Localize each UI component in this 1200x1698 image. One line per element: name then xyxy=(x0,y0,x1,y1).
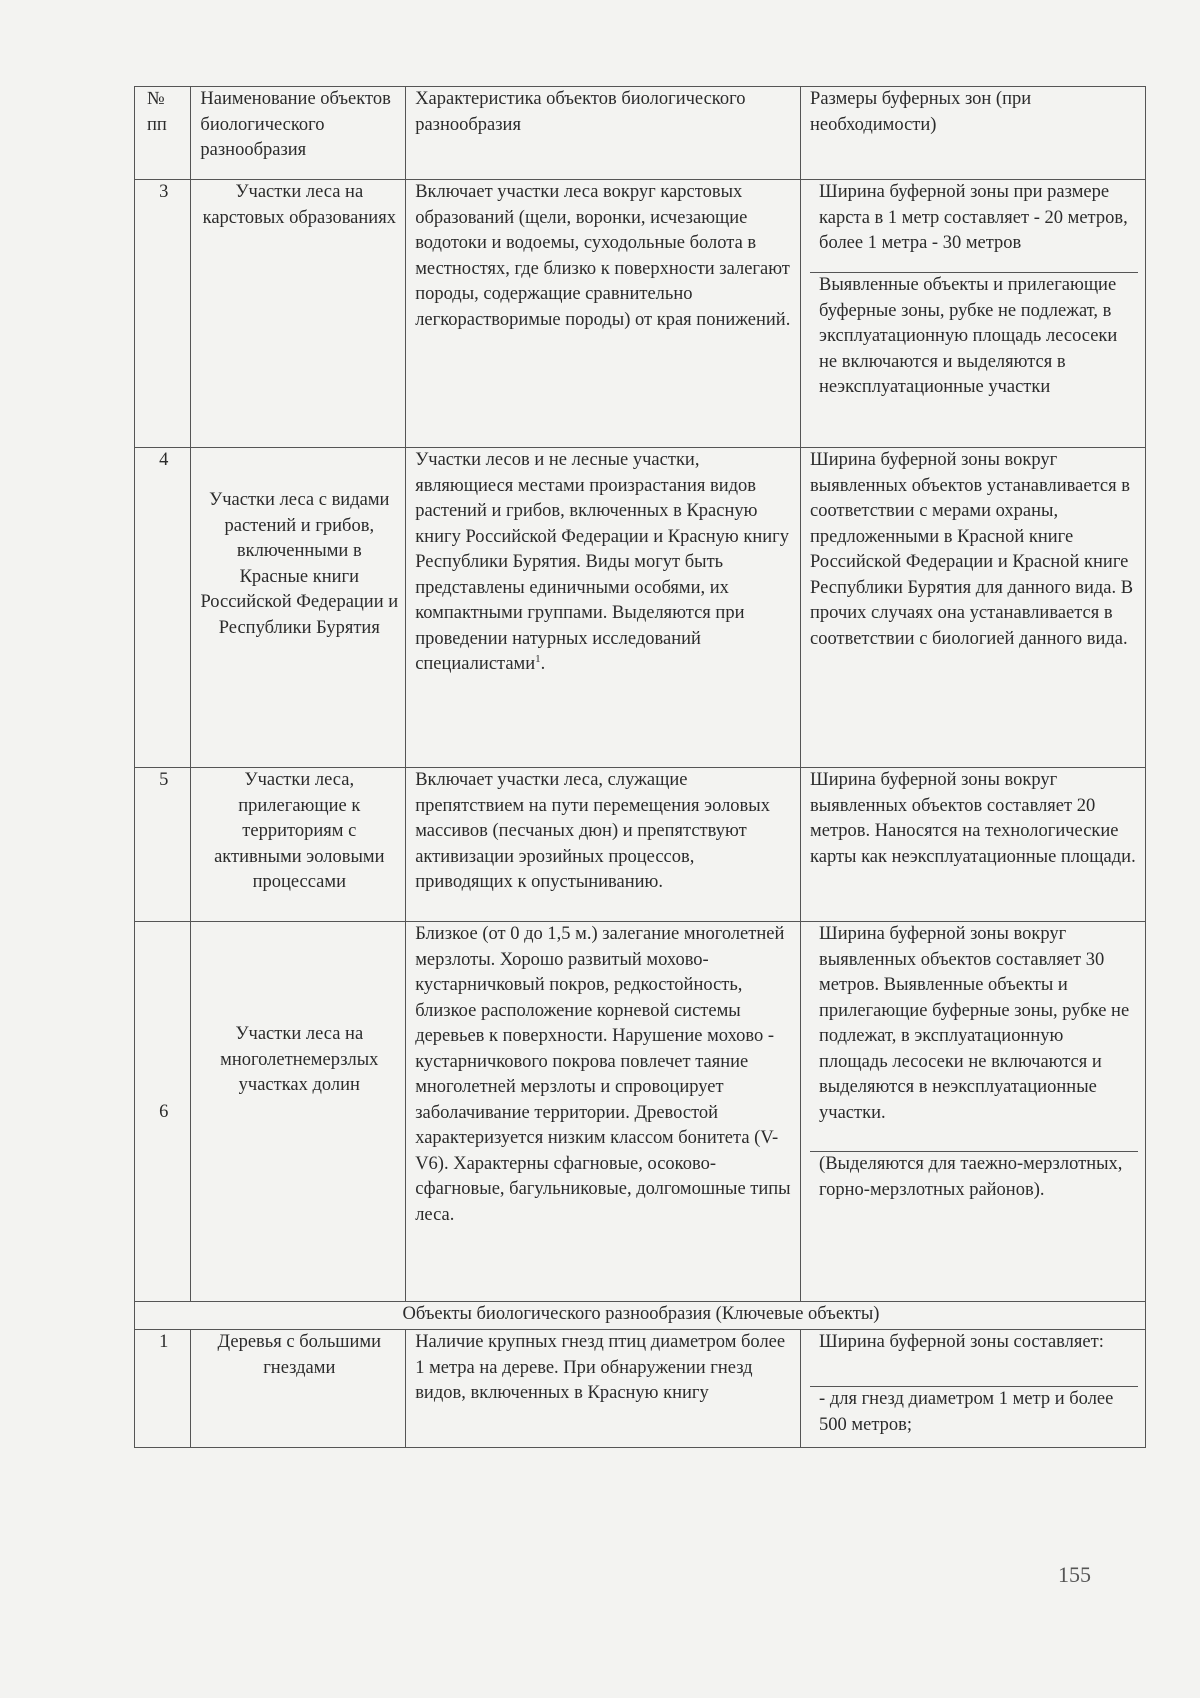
table-row xyxy=(135,448,1146,768)
row-buffer-size: Ширина буферной зоны вокруг выявленных объектов составляет 20 метров. Наносятся на технологические карты как неэксплуатационные площади. xyxy=(801,768,1146,922)
row-characteristic: Наличие крупных гнезд птиц диаметром более 1 метра на дереве. При обнаружении гнезд видов, включенных в Красную книгу xyxy=(406,1330,801,1448)
page-number: 155 xyxy=(1058,1562,1091,1587)
buffer-size-text: Выявленные объекты и прилегающие буферные зоны, рубке не подлежат, в эксплуатационную площадь лесосеки не включаются и выделяются в неэксплуатационные участки xyxy=(810,272,1138,401)
footnote-mark: 1 xyxy=(535,652,541,665)
row-buffer-size xyxy=(801,922,1146,1302)
row-characteristic: Близкое (от 0 до 1,5 м.) залегание многолетней мерзлоты. Хорошо развитый мохово-кустарничковый покров, редкостойность, близкое расположение корневой системы деревьев к поверхности. Нарушение мохово - кустарничкового покрова повлечет таяние многолетней мерзлоты и спровоцирует заболачивание территории. Древостой характеризуется низким классом бонитета (V-V6). Характерны сфагновые, осоково-сфагновые, багульниковые, долгомошные типы леса. xyxy=(406,922,801,1302)
row-number: 3 xyxy=(135,180,191,448)
buffer-size-text: (Выделяются для таежно-мерзлотных, горно-мерзлотных районов). xyxy=(810,1151,1138,1203)
row-number: 6 xyxy=(135,922,191,1302)
table-row xyxy=(135,768,1146,922)
row-buffer-size xyxy=(801,1330,1146,1448)
table-row xyxy=(135,1330,1146,1448)
header-number: № пп xyxy=(135,87,191,180)
row-characteristic: Включает участки леса, служащие препятствием на пути перемещения эоловых массивов (песчаных дюн) и препятствуют активизации эрозийных процессов, приводящих к опустыниванию. xyxy=(406,768,801,922)
buffer-size-text: Ширина буферной зоны вокруг выявленных объектов составляет 30 метров. Выявленные объекты и прилегающие буферные зоны, рубке не подлежат, в эксплуатационную площадь лесосеки не включаются и выделяются в неэксплуатационные участки. xyxy=(819,924,1130,1123)
row-number: 1 xyxy=(135,1330,191,1448)
row-characteristic: Включает участки леса вокруг карстовых образований (щели, воронки, исчезающие водотоки и водоемы, суходольные болота в местностях, где близко к поверхности залегают породы, содержащие сравнительно легкорастворимые породы) от края понижений. xyxy=(406,180,801,448)
row-object-name: Участки леса на карстовых образованиях xyxy=(191,180,406,448)
row-object-name: Участки леса, прилегающие к территориям с активными эоловыми процессами xyxy=(191,768,406,922)
table-header-row xyxy=(135,87,1146,180)
row-object-name: Деревья с большими гнездами xyxy=(191,1330,406,1448)
row-number: 4 xyxy=(135,448,191,768)
header-name: Наименование объектов биологического разнообразия xyxy=(191,87,406,180)
header-buffer-size: Размеры буферных зон (при необходимости) xyxy=(801,87,1146,180)
characteristic-end: . xyxy=(540,654,546,674)
buffer-size-text: Ширина буферной зоны составляет: xyxy=(819,1332,1104,1352)
buffer-size-text: - для гнезд диаметром 1 метр и более 500 метров; xyxy=(810,1386,1138,1438)
row-buffer-size xyxy=(801,180,1146,448)
section-header-row xyxy=(135,1302,1146,1330)
buffer-size-text: Ширина буферной зоны при размере карста в 1 метр составляет - 20 метров, более 1 метра - 30 метров xyxy=(819,182,1128,253)
row-number: 5 xyxy=(135,768,191,922)
section-title: Объекты биологического разнообразия (Ключевые объекты) xyxy=(135,1302,1146,1330)
table-row xyxy=(135,180,1146,448)
characteristic-text: Участки лесов и не лесные участки, являющиеся местами произрастания видов растений и грибов, включенных в Красную книгу Российской Федерации и Красную книгу Республики Бурятия. Виды могут быть представлены единичными особями, их компактными группами. Выделяются при проведении натурных исследований специалистами xyxy=(415,450,789,674)
header-characteristic: Характеристика объектов биологического разнообразия xyxy=(406,87,801,180)
row-object-name: Участки леса с видами растений и грибов, включенными в Красные книги Российской Федерации и Республики Бурятия xyxy=(191,448,406,768)
row-characteristic xyxy=(406,448,801,768)
row-object-name: Участки леса на многолетнемерзлых участках долин xyxy=(191,922,406,1302)
table-row xyxy=(135,922,1146,1302)
row-buffer-size: Ширина буферной зоны вокруг выявленных объектов устанавливается в соответствии с мерами охраны, предложенными в Красной книге Российской Федерации и Красной книге Республики Бурятия для данного вида. В прочих случаях она устанавливается в соответствии с биологией данного вида. xyxy=(801,448,1146,768)
biodiversity-table xyxy=(134,86,1146,1448)
